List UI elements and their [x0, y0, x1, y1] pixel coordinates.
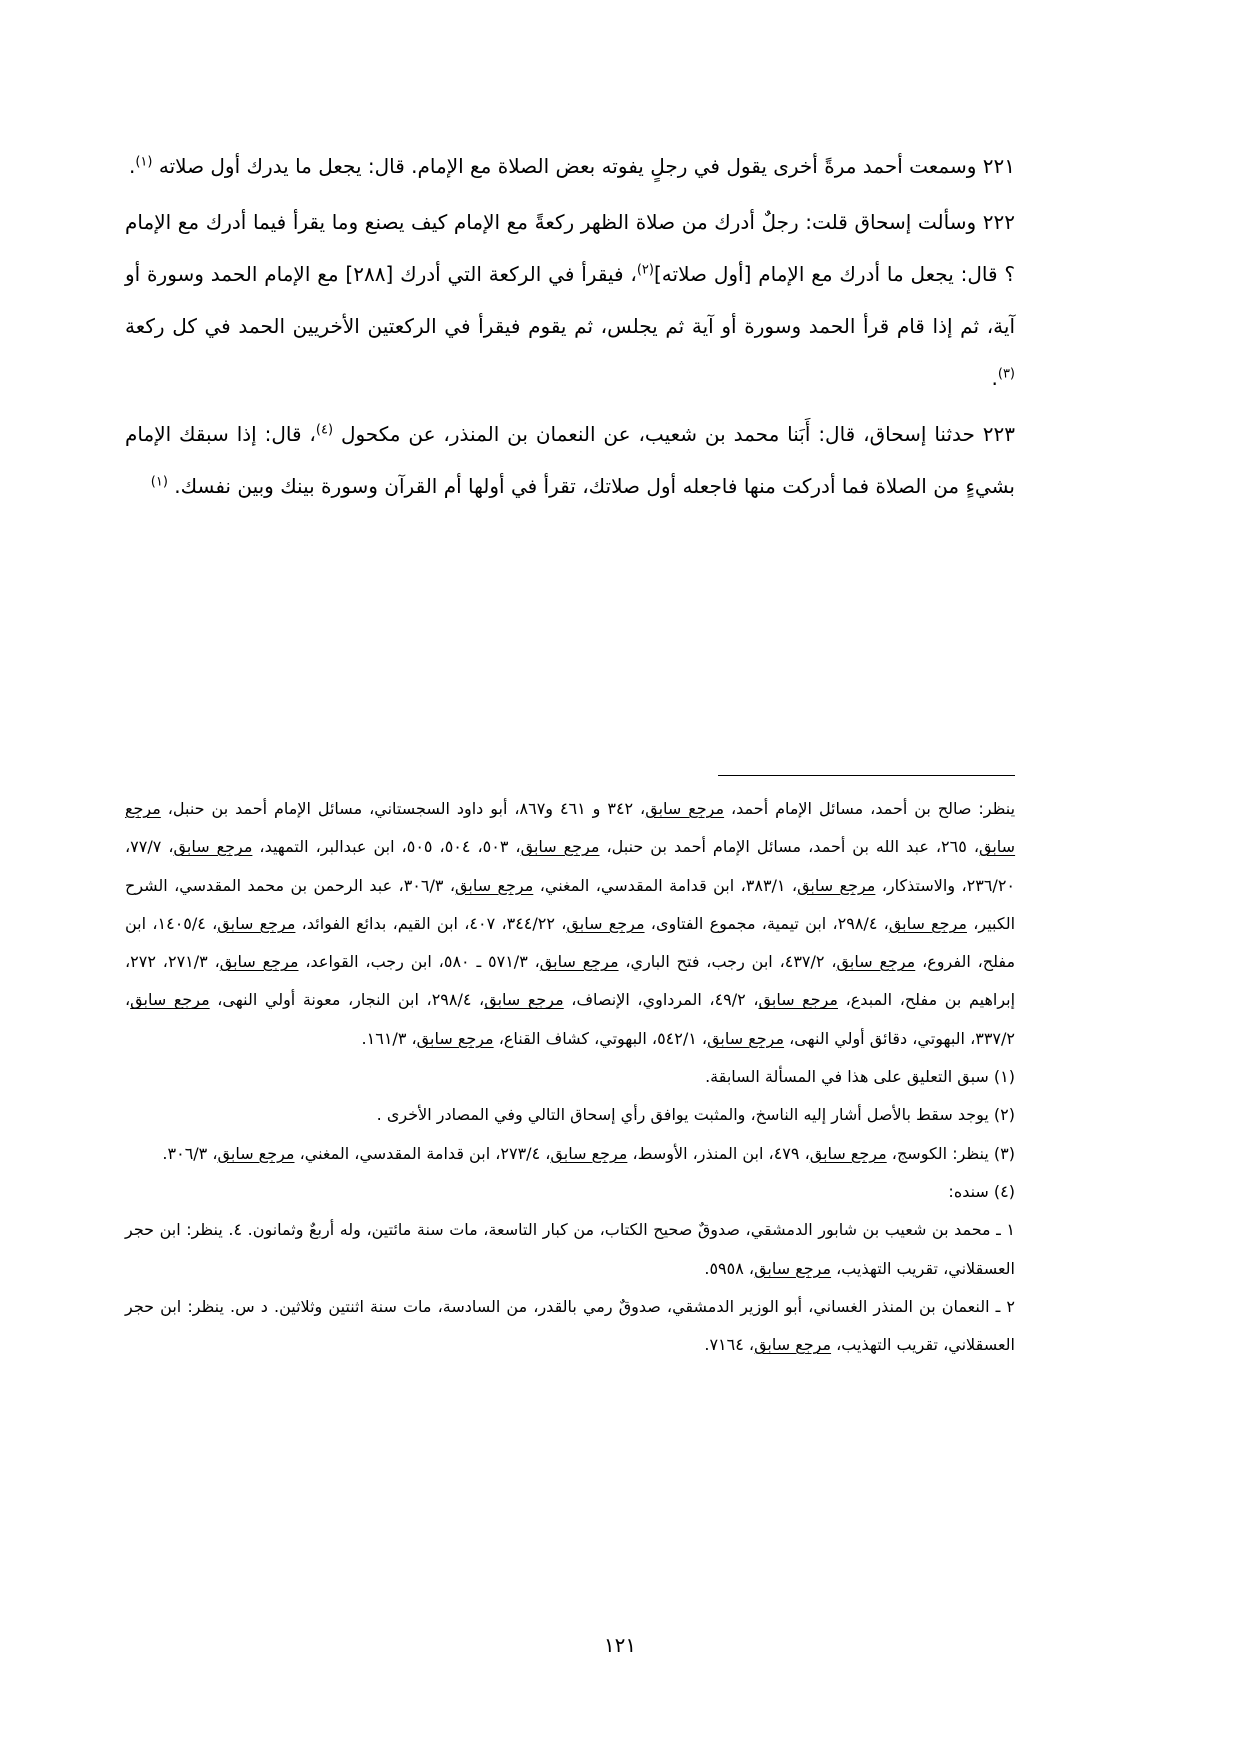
ref-link: مرجع سابق	[125, 799, 1016, 857]
footnote-1: (١) سبق التعليق على هذا في المسألة السابقة.	[705, 1067, 1015, 1087]
footnote-2: (٢) يوجد سقط بالأصل أشار إليه الناسخ، والمثبت يوافق رأي إسحاق التالي وفي المصادر الأخرى .	[376, 1105, 1015, 1125]
ref-link: مرجع سابق	[754, 1335, 832, 1355]
paragraph-222: ٢٢٢ وسألت إسحاق قلت: رجلٌ أدرك من صلاة الظهر ركعةً مع الإمام كيف يصنع وما يقرأ فيما أدرك مع الإمام ؟ قال: يجعل ما أدرك مع الإمام [أول صلاته]$^{(٢)}$، فيقرأ في الركعة التي أدرك [٢٨٨] مع الإمام الحمد وسورة أو آية، ثم إذا قام قرأ الحمد وسورة أو آية ثم يجلس، ثم يقوم فيقرأ في الركعتين الأخريين الحمد في كل ركعة $^{(٣)}$.	[125, 210, 1015, 390]
ref-link: مرجع سابق	[217, 913, 296, 933]
ref-link: مرجع سابق	[566, 913, 645, 933]
ref-link: مرجع سابق	[484, 990, 564, 1010]
ref-link: مرجع سابق	[416, 1028, 494, 1048]
ref-link: مرجع سابق	[130, 990, 210, 1010]
ref-link: مرجع سابق	[520, 837, 600, 857]
ref-link: مرجع سابق	[645, 799, 725, 818]
ref-link: مرجع سابق	[455, 875, 534, 895]
footnote-carryover: ينظر: صالح بن أحمد، مسائل الإمام أحمد، مرجع سابق، ٣٤٢ و ٤٦١ و٨٦٧، أبو داود السجستاني، مسائل الإمام أحمد بن حنبل، مرجع سابق، ٢٦٥، عبد الله بن أحمد، مسائل الإمام أحمد بن حنبل، مرجع سابق، ٥٠٣، ٥٠٤، ٥٠٥، ابن عبدالبر، التمهيد، مرجع سابق، ٧٧/٧، ٢٣٦/٢٠، والاستذكار، مرجع سابق، ٣٨٣/١، ابن قدامة المقدسي، المغني، مرجع سابق، ٣٠٦/٣، عبد الرحمن بن محمد المقدسي، الشرح الكبير، مرجع سابق، ٢٩٨/٤، ابن تيمية، مجموع الفتاوى، مرجع سابق، ٣٤٤/٢٢، ٤٠٧، ابن القيم، بدائع الفوائد، مرجع سابق، ١٤٠٥/٤، ابن مفلح، الفروع، مرجع سابق، ٤٣٧/٢، ابن رجب، فتح الباري، مرجع سابق، ٥٧١/٣ ـ ٥٨٠، ابن رجب، القواعد، مرجع سابق، ٢٧١/٣، ٢٧٢، إبراهيم بن مفلح، المبدع، مرجع سابق، ٤٩/٢، المرداوي، الإنصاف، مرجع سابق، ٢٩٨/٤، ابن النجار، معونة أولي النهى، مرجع سابق، ٣٣٧/٢، البهوتي، دقائق أولي النهى، مرجع سابق، ٥٤٢/١، البهوتي، كشاف القناع، مرجع سابق، ١٦١/٣.	[125, 799, 1016, 1048]
footnote-3: (٣) ينظر: الكوسج، مرجع سابق، ٤٧٩، ابن المنذر، الأوسط، مرجع سابق، ٢٧٣/٤، ابن قدامة المقدسي، المغني، مرجع سابق، ٣٠٦/٣.	[162, 1143, 1015, 1163]
ref-link: مرجع سابق	[539, 952, 619, 972]
ref-link: مرجع سابق	[797, 875, 876, 895]
footnote-ref[interactable]: (٢)	[636, 262, 654, 278]
ref-link: مرجع سابق	[173, 837, 253, 857]
paragraph-223: ٢٢٣ حدثنا إسحاق، قال: أَبَنا محمد بن شعيب، عن النعمان بن المنذر، عن مكحول $^{(٤)}$، قال: إذا سبقك الإمام بشيءٍ من الصلاة فما أدركت منها فاجعله أول صلاتك، تقرأ في أولها أم القرآن وسورة بينك وبين نفسك. $^{(١)}$	[125, 422, 1016, 498]
ref-link: مرجع سابق	[550, 1143, 628, 1163]
footnotes	[125, 790, 1015, 1364]
page-number: ١٢١	[603, 1633, 637, 1657]
ref-link: مرجع سابق	[754, 1258, 832, 1278]
paragraph-221: ٢٢١ وسمعت أحمد مرةً أخرى يقول في رجلٍ يفوته بعض الصلاة مع الإمام. قال: يجعل ما يدرك أول صلاته $^{(١)}$.	[128, 154, 1015, 178]
footnote-4: (٤) سنده:	[948, 1181, 1015, 1201]
footnote-ref[interactable]: (٣)	[997, 366, 1015, 382]
ref-link: مرجع سابق	[809, 1143, 887, 1163]
ref-link: مرجع سابق	[219, 952, 299, 972]
main-text	[125, 140, 1015, 512]
narrator-2: ٢ ـ النعمان بن المنذر الغساني، أبو الوزير الدمشقي، صدوقٌ رمي بالقدر، من السادسة، مات سنة اثنتين وثلاثين. د س. ينظر: ابن حجر العسقلاني، تقريب التهذيب، مرجع سابق، ٧١٦٤.	[125, 1296, 1015, 1355]
ref-link: مرجع سابق	[836, 952, 916, 972]
ref-link: مرجع سابق	[707, 1028, 785, 1048]
ref-link: مرجع سابق	[758, 990, 838, 1010]
narrator-1: ١ ـ محمد بن شعيب بن شابور الدمشقي، صدوقٌ صحيح الكتاب، من كبار التاسعة، مات سنة مائتين، وله أربعٌ وثمانون. ٤. ينظر: ابن حجر العسقلاني، تقريب التهذيب، مرجع سابق، ٥٩٥٨.	[125, 1220, 1016, 1278]
footnote-separator	[718, 775, 1015, 776]
footnote-ref[interactable]: (١)	[150, 474, 168, 490]
footnote-ref[interactable]: (١)	[135, 154, 153, 170]
ref-link: مرجع سابق	[217, 1143, 295, 1163]
ref-link: مرجع سابق	[888, 913, 967, 933]
footnote-ref[interactable]: (٤)	[315, 422, 334, 438]
